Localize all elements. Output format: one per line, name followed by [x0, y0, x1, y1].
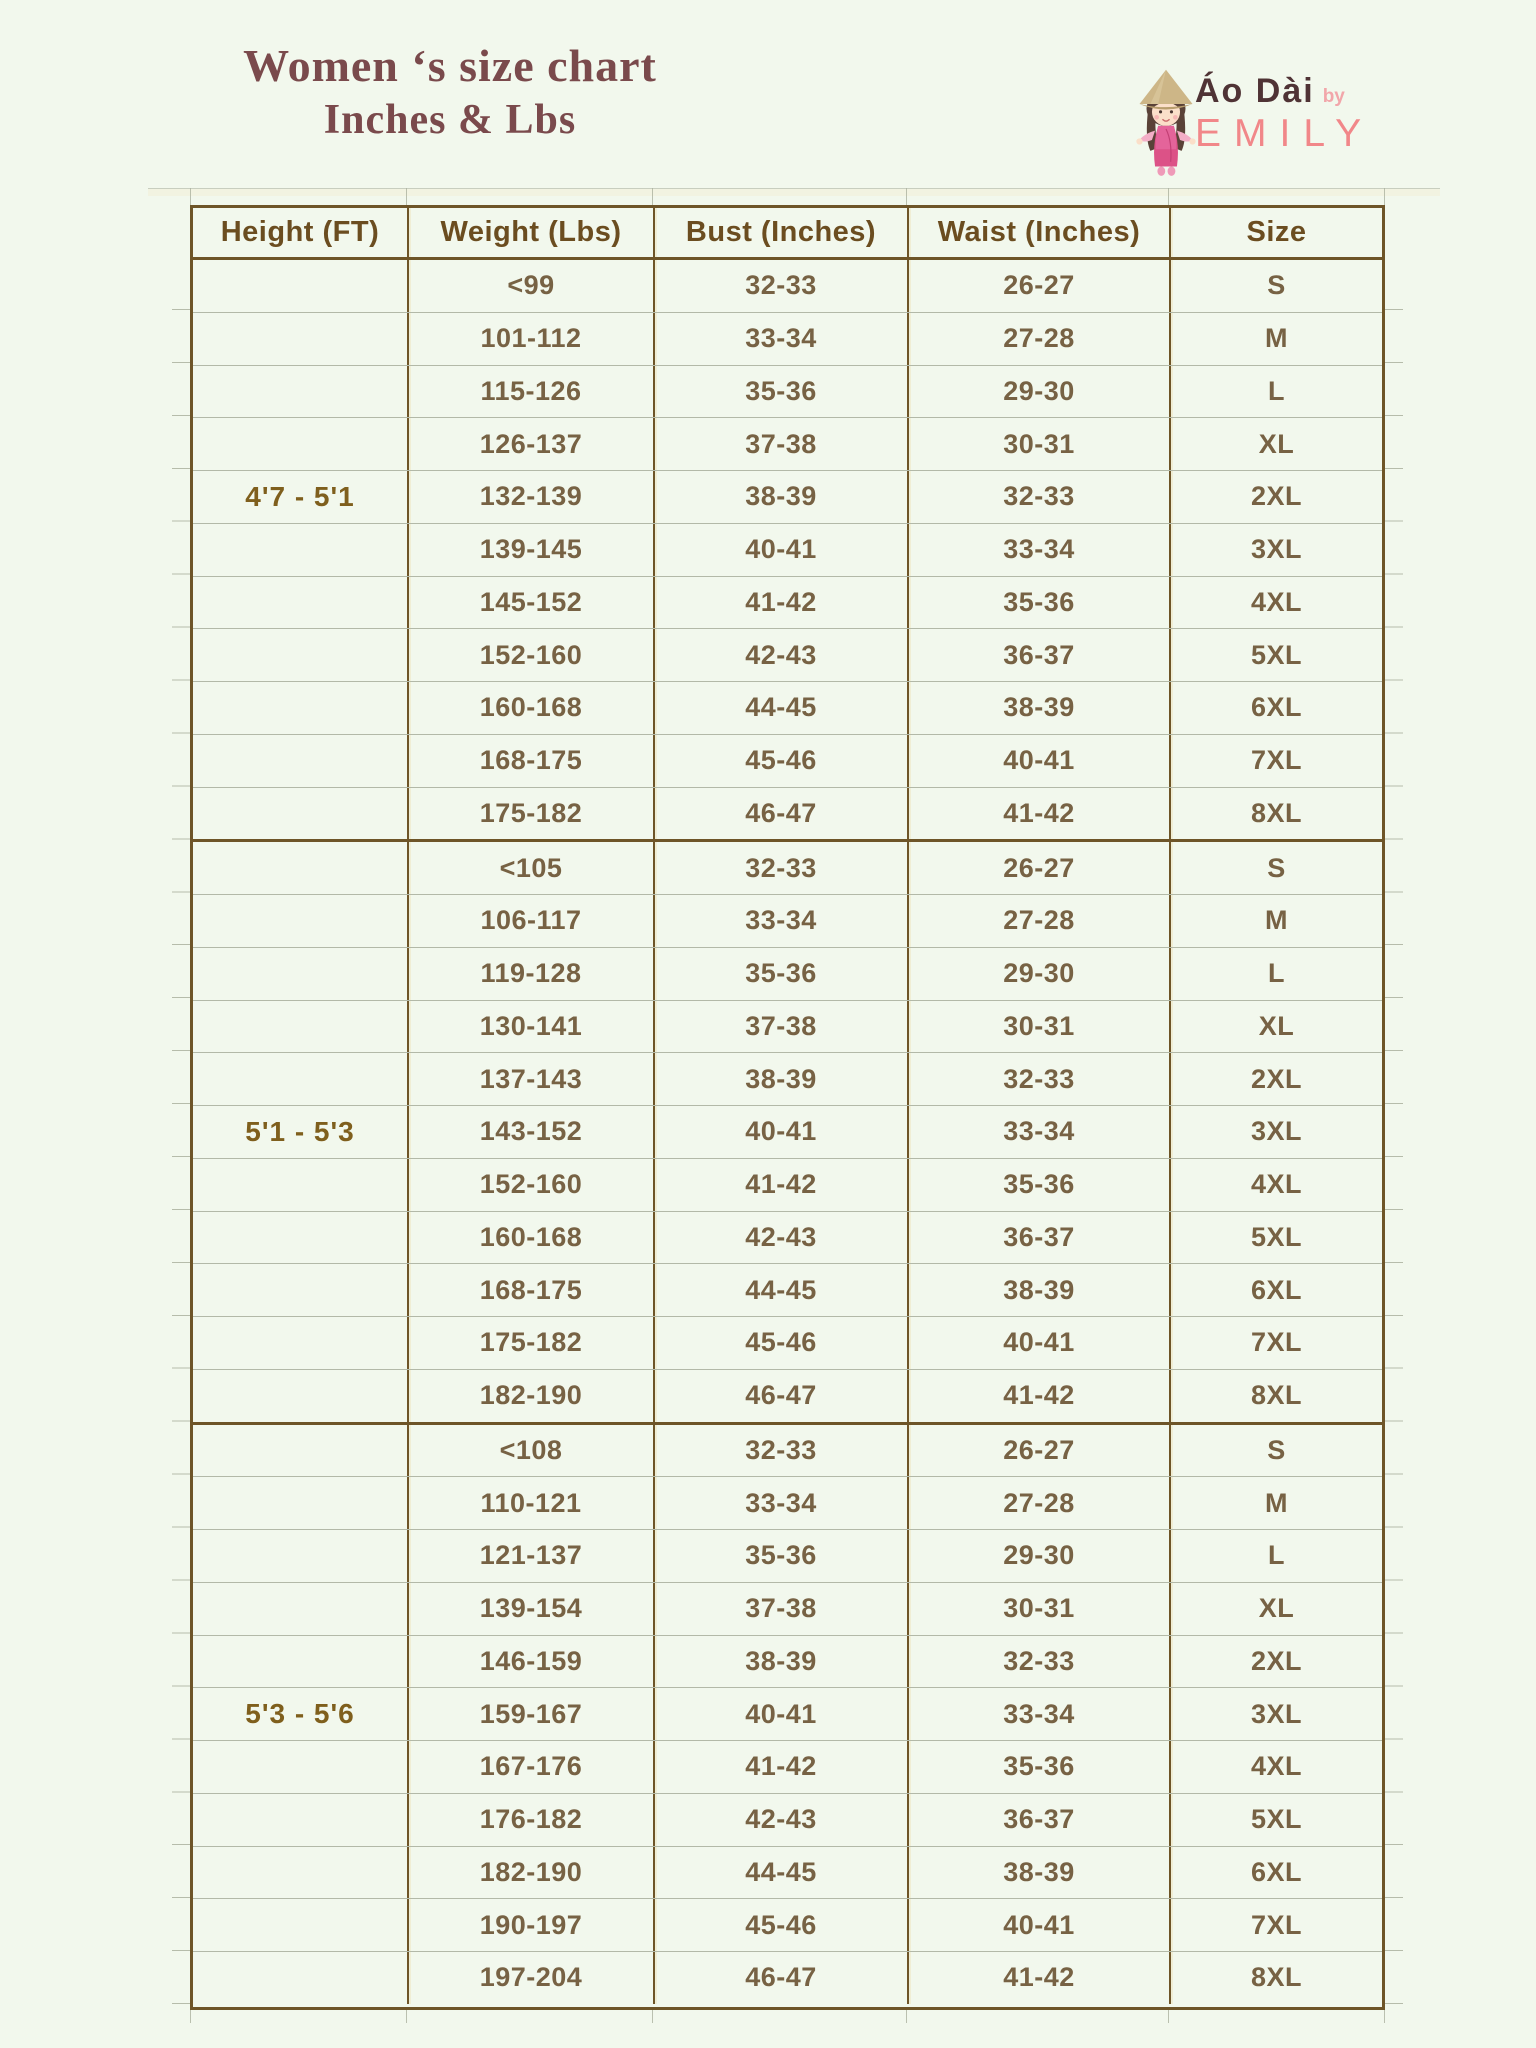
waist-cell: 33-34: [907, 524, 1169, 576]
weight-cell: 175-182: [407, 788, 653, 840]
table-row: [193, 1898, 1382, 1951]
table-row: [193, 1158, 1382, 1211]
size-cell: 6XL: [1169, 682, 1382, 734]
weight-cell: 119-128: [407, 948, 653, 1000]
size-cell: 7XL: [1169, 735, 1382, 787]
waist-cell: 36-37: [907, 629, 1169, 681]
girl-in-ao-dai-icon: [1127, 62, 1205, 182]
table-row: [193, 1000, 1382, 1053]
weight-cell: 168-175: [407, 1264, 653, 1316]
height-cell: [193, 1530, 407, 1582]
bust-cell: 38-39: [653, 471, 907, 523]
size-cell: 5XL: [1169, 629, 1382, 681]
size-cell: M: [1169, 1477, 1382, 1529]
size-cell: 5XL: [1169, 1212, 1382, 1264]
waist-cell: 38-39: [907, 1264, 1169, 1316]
size-cell: XL: [1169, 1583, 1382, 1635]
bust-cell: 35-36: [653, 366, 907, 418]
bust-cell: 33-34: [653, 313, 907, 365]
bust-cell: 46-47: [653, 1370, 907, 1422]
waist-cell: 29-30: [907, 366, 1169, 418]
table-row: [193, 1369, 1382, 1422]
grid-stub: [1168, 2010, 1169, 2023]
weight-cell: <99: [407, 260, 653, 312]
bust-cell: 44-45: [653, 682, 907, 734]
weight-cell: 110-121: [407, 1477, 653, 1529]
waist-cell: 35-36: [907, 1741, 1169, 1793]
table-row: [193, 417, 1382, 470]
title-line-1: Women ‘s size chart: [243, 40, 657, 91]
bust-cell: 46-47: [653, 788, 907, 840]
weight-cell: <105: [407, 842, 653, 894]
waist-cell: 32-33: [907, 1636, 1169, 1688]
grid-stub: [652, 188, 653, 205]
weight-cell: 146-159: [407, 1636, 653, 1688]
size-cell: 2XL: [1169, 471, 1382, 523]
size-cell: L: [1169, 948, 1382, 1000]
header-weight: Weight (Lbs): [407, 208, 653, 257]
bust-cell: 40-41: [653, 1106, 907, 1158]
table-row: [193, 681, 1382, 734]
size-cell: 7XL: [1169, 1317, 1382, 1369]
table-row: [193, 523, 1382, 576]
bust-cell: 33-34: [653, 895, 907, 947]
waist-cell: 27-28: [907, 1477, 1169, 1529]
grid-stub: [1168, 188, 1169, 205]
bust-cell: 35-36: [653, 1530, 907, 1582]
weight-cell: 115-126: [407, 366, 653, 418]
height-cell: [193, 842, 407, 894]
size-cell: L: [1169, 1530, 1382, 1582]
weight-cell: 106-117: [407, 895, 653, 947]
weight-cell: 121-137: [407, 1530, 653, 1582]
table-row: [193, 1635, 1382, 1688]
table-row: [193, 365, 1382, 418]
grid-stub: [906, 2010, 907, 2023]
row-gridline-stubs-left: [172, 257, 190, 2010]
size-cell: 4XL: [1169, 577, 1382, 629]
size-cell: 3XL: [1169, 1688, 1382, 1740]
height-cell: [193, 1317, 407, 1369]
height-cell: [193, 1583, 407, 1635]
size-cell: 3XL: [1169, 1106, 1382, 1158]
height-cell: [193, 1212, 407, 1264]
grid-stub: [406, 188, 407, 205]
waist-cell: 32-33: [907, 471, 1169, 523]
bust-cell: 32-33: [653, 1425, 907, 1477]
bust-cell: 45-46: [653, 735, 907, 787]
waist-cell: 27-28: [907, 895, 1169, 947]
size-cell: 2XL: [1169, 1636, 1382, 1688]
bust-cell: 41-42: [653, 1159, 907, 1211]
waist-cell: 41-42: [907, 788, 1169, 840]
weight-cell: 182-190: [407, 1370, 653, 1422]
height-cell: 4'7 - 5'1: [245, 480, 355, 512]
grid-stub: [190, 2010, 191, 2023]
table-row: [193, 1263, 1382, 1316]
waist-cell: 36-37: [907, 1212, 1169, 1264]
table-row: [193, 470, 1382, 523]
bust-cell: 44-45: [653, 1264, 907, 1316]
grid-stub: [190, 188, 191, 205]
waist-cell: 36-37: [907, 1794, 1169, 1846]
table-row: [193, 1793, 1382, 1846]
height-cell: [193, 682, 407, 734]
weight-cell: 139-154: [407, 1583, 653, 1635]
weight-cell: 160-168: [407, 682, 653, 734]
size-cell: 2XL: [1169, 1053, 1382, 1105]
weight-cell: 175-182: [407, 1317, 653, 1369]
weight-cell: 139-145: [407, 524, 653, 576]
page-title: [170, 38, 730, 146]
table-row: [193, 1951, 1382, 2004]
waist-cell: 35-36: [907, 577, 1169, 629]
height-cell: [193, 1477, 407, 1529]
bust-cell: 32-33: [653, 260, 907, 312]
waist-cell: 29-30: [907, 1530, 1169, 1582]
height-cell: [193, 948, 407, 1000]
bust-cell: 40-41: [653, 524, 907, 576]
height-cell: [193, 1741, 407, 1793]
bust-cell: 38-39: [653, 1636, 907, 1688]
waist-cell: 38-39: [907, 682, 1169, 734]
bust-cell: 37-38: [653, 1583, 907, 1635]
brand-text: [1195, 72, 1374, 156]
height-cell: [193, 1847, 407, 1899]
weight-cell: 197-204: [407, 1952, 653, 2004]
weight-cell: 190-197: [407, 1899, 653, 1951]
size-cell: S: [1169, 1425, 1382, 1477]
gridline-artifact-top: [148, 188, 1440, 189]
height-cell: [193, 1370, 407, 1422]
waist-cell: 40-41: [907, 1317, 1169, 1369]
waist-cell: 30-31: [907, 1583, 1169, 1635]
table-row: [193, 734, 1382, 787]
size-cell: 7XL: [1169, 1899, 1382, 1951]
height-cell: [193, 1899, 407, 1951]
grid-stub: [652, 2010, 653, 2023]
height-cell: [193, 577, 407, 629]
height-cell: [193, 313, 407, 365]
weight-cell: 143-152: [407, 1106, 653, 1158]
table-row: [193, 1687, 1382, 1740]
brand-by-label: by: [1322, 86, 1345, 107]
table-row: [193, 1846, 1382, 1899]
height-cell: [193, 366, 407, 418]
height-cell: [193, 895, 407, 947]
size-cell: 4XL: [1169, 1159, 1382, 1211]
grid-stub: [1384, 188, 1385, 205]
height-cell: 5'3 - 5'6: [245, 1698, 355, 1730]
size-cell: XL: [1169, 1001, 1382, 1053]
weight-cell: <108: [407, 1425, 653, 1477]
bust-cell: 32-33: [653, 842, 907, 894]
waist-cell: 41-42: [907, 1370, 1169, 1422]
size-cell: M: [1169, 313, 1382, 365]
weight-cell: 182-190: [407, 1847, 653, 1899]
waist-cell: 26-27: [907, 842, 1169, 894]
weight-cell: 130-141: [407, 1001, 653, 1053]
brand-ao-dai-label: Áo Dài: [1195, 72, 1315, 110]
weight-cell: 152-160: [407, 629, 653, 681]
weight-cell: 145-152: [407, 577, 653, 629]
height-cell: [193, 1264, 407, 1316]
bust-cell: 42-43: [653, 629, 907, 681]
size-cell: 8XL: [1169, 1952, 1382, 2004]
height-cell: 5'1 - 5'3: [245, 1115, 355, 1147]
table-header-row: [193, 208, 1382, 260]
table-row: [193, 1740, 1382, 1793]
size-cell: 6XL: [1169, 1847, 1382, 1899]
size-cell: S: [1169, 842, 1382, 894]
header-bust: Bust (Inches): [653, 208, 907, 257]
size-cell: 8XL: [1169, 788, 1382, 840]
grid-stub: [1384, 2010, 1385, 2023]
height-cell: [193, 418, 407, 470]
weight-cell: 126-137: [407, 418, 653, 470]
brand-emily-label: EMILY: [1195, 112, 1375, 155]
header-size: Size: [1169, 208, 1382, 257]
row-gridline-stubs-right: [1385, 257, 1403, 2010]
bust-cell: 40-41: [653, 1688, 907, 1740]
waist-cell: 27-28: [907, 313, 1169, 365]
table-row: [193, 894, 1382, 947]
bust-cell: 45-46: [653, 1317, 907, 1369]
size-cell: 6XL: [1169, 1264, 1382, 1316]
table-row: [193, 1316, 1382, 1369]
table-row: [193, 628, 1382, 681]
size-cell: 4XL: [1169, 1741, 1382, 1793]
header-height: Height (FT): [220, 216, 380, 248]
table-row: [193, 1105, 1382, 1158]
bust-cell: 35-36: [653, 948, 907, 1000]
weight-cell: 132-139: [407, 471, 653, 523]
table-row: [193, 312, 1382, 365]
bust-cell: 42-43: [653, 1212, 907, 1264]
grid-stub: [906, 188, 907, 205]
bust-cell: 44-45: [653, 1847, 907, 1899]
weight-cell: 167-176: [407, 1741, 653, 1793]
waist-cell: 32-33: [907, 1053, 1169, 1105]
header-waist: Waist (Inches): [907, 208, 1169, 257]
waist-cell: 35-36: [907, 1159, 1169, 1211]
size-cell: 3XL: [1169, 524, 1382, 576]
title-line-2: Inches & Lbs: [323, 97, 577, 143]
weight-cell: 176-182: [407, 1794, 653, 1846]
bust-cell: 46-47: [653, 1952, 907, 2004]
waist-cell: 33-34: [907, 1688, 1169, 1740]
waist-cell: 40-41: [907, 1899, 1169, 1951]
size-cell: 8XL: [1169, 1370, 1382, 1422]
height-cell: [193, 1636, 407, 1688]
waist-cell: 40-41: [907, 735, 1169, 787]
bust-cell: 33-34: [653, 1477, 907, 1529]
table-row: [193, 1211, 1382, 1264]
table-row: [193, 787, 1382, 840]
table-row: [193, 1476, 1382, 1529]
weight-cell: 137-143: [407, 1053, 653, 1105]
weight-cell: 159-167: [407, 1688, 653, 1740]
height-cell: [193, 629, 407, 681]
size-cell: XL: [1169, 418, 1382, 470]
waist-cell: 33-34: [907, 1106, 1169, 1158]
weight-cell: 101-112: [407, 313, 653, 365]
bust-cell: 37-38: [653, 418, 907, 470]
weight-cell: 168-175: [407, 735, 653, 787]
height-cell: [193, 1425, 407, 1477]
size-cell: L: [1169, 366, 1382, 418]
bust-cell: 37-38: [653, 1001, 907, 1053]
size-cell: S: [1169, 260, 1382, 312]
height-cell: [193, 1001, 407, 1053]
table-row: [193, 947, 1382, 1000]
height-cell: [193, 260, 407, 312]
table-row: [193, 260, 1382, 312]
table-row: [193, 1582, 1382, 1635]
bust-cell: 45-46: [653, 1899, 907, 1951]
table-row: [193, 1422, 1382, 1477]
bust-cell: 42-43: [653, 1794, 907, 1846]
size-cell: M: [1169, 895, 1382, 947]
waist-cell: 30-31: [907, 418, 1169, 470]
table-body: [193, 260, 1382, 2004]
waist-cell: 38-39: [907, 1847, 1169, 1899]
waist-cell: 26-27: [907, 1425, 1169, 1477]
height-cell: [193, 1159, 407, 1211]
size-cell: 5XL: [1169, 1794, 1382, 1846]
waist-cell: 29-30: [907, 948, 1169, 1000]
height-cell: [193, 1952, 407, 2004]
waist-cell: 41-42: [907, 1952, 1169, 2004]
table-row: [193, 839, 1382, 894]
waist-cell: 26-27: [907, 260, 1169, 312]
height-cell: [193, 1053, 407, 1105]
height-cell: [193, 1794, 407, 1846]
grid-stub: [406, 2010, 407, 2023]
table-row: [193, 576, 1382, 629]
table-row: [193, 1052, 1382, 1105]
weight-cell: 152-160: [407, 1159, 653, 1211]
height-cell: [193, 788, 407, 840]
gridline-artifact-band: [148, 189, 1440, 196]
waist-cell: 30-31: [907, 1001, 1169, 1053]
weight-cell: 160-168: [407, 1212, 653, 1264]
height-cell: [193, 735, 407, 787]
brand-logo: [1125, 56, 1385, 196]
bust-cell: 41-42: [653, 1741, 907, 1793]
bust-cell: 38-39: [653, 1053, 907, 1105]
height-cell: [193, 524, 407, 576]
bust-cell: 41-42: [653, 577, 907, 629]
table-row: [193, 1529, 1382, 1582]
size-chart-table: [190, 205, 1385, 2010]
